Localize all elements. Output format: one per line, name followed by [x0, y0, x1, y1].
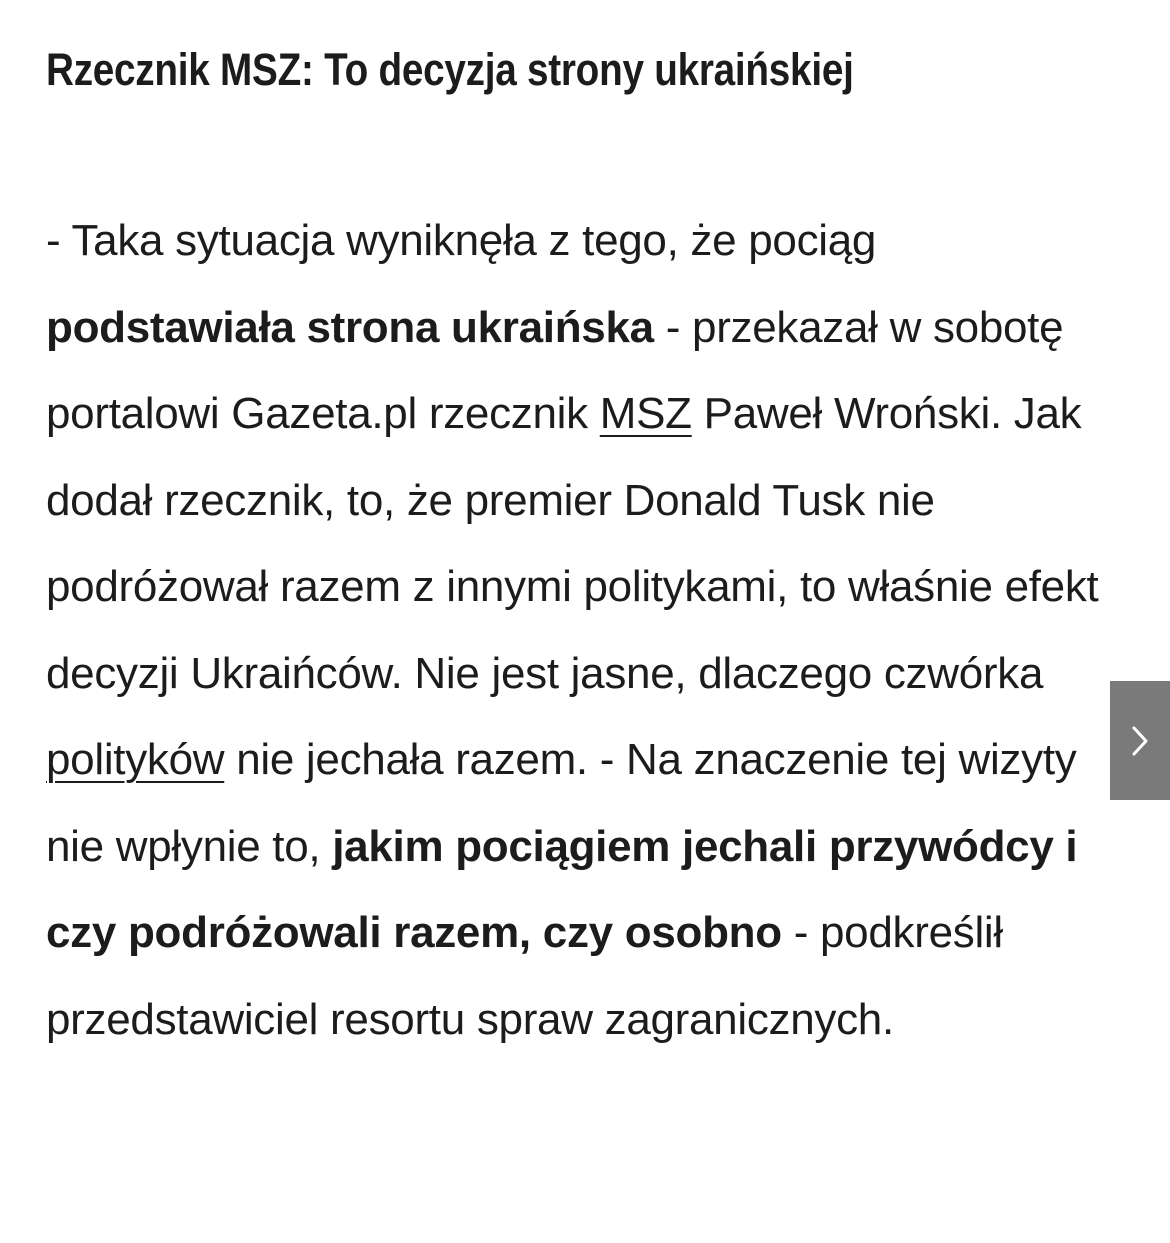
article-headline: Rzecznik MSZ: To decyzja strony ukraińskiej [46, 44, 854, 95]
text-segment: - podkreślił przedstawiciel resortu spraw zagranicznych. [46, 908, 1003, 1044]
text-segment: - przekazał w sobotę portalowi Gazeta.pl rzecznik [46, 302, 1064, 438]
link-politykow[interactable]: polityków [46, 735, 225, 784]
next-button[interactable] [1110, 681, 1170, 800]
article-paragraph [46, 198, 1126, 1063]
link-msz[interactable]: MSZ [599, 389, 692, 438]
chevron-right-icon [1130, 724, 1150, 758]
text-segment: Paweł Wroński. Jak dodał rzecznik, to, że premier Donald Tusk nie podróżował razem z innymi politykami, to właśnie efekt decyzji Ukraińców. Nie jest jasne, dlaczego czwórka [46, 389, 1099, 698]
text-segment: nie jechała razem. - Na znaczenie tej wizyty nie wpłynie to, [46, 735, 1077, 871]
bold-segment: podstawiała strona ukraińska [46, 302, 654, 352]
text-segment: - Taka sytuacja wyniknęła z tego, że pociąg [46, 216, 877, 265]
bold-segment: jakim pociągiem jechali przywódcy i czy podróżowali razem, czy osobno [46, 821, 1078, 957]
